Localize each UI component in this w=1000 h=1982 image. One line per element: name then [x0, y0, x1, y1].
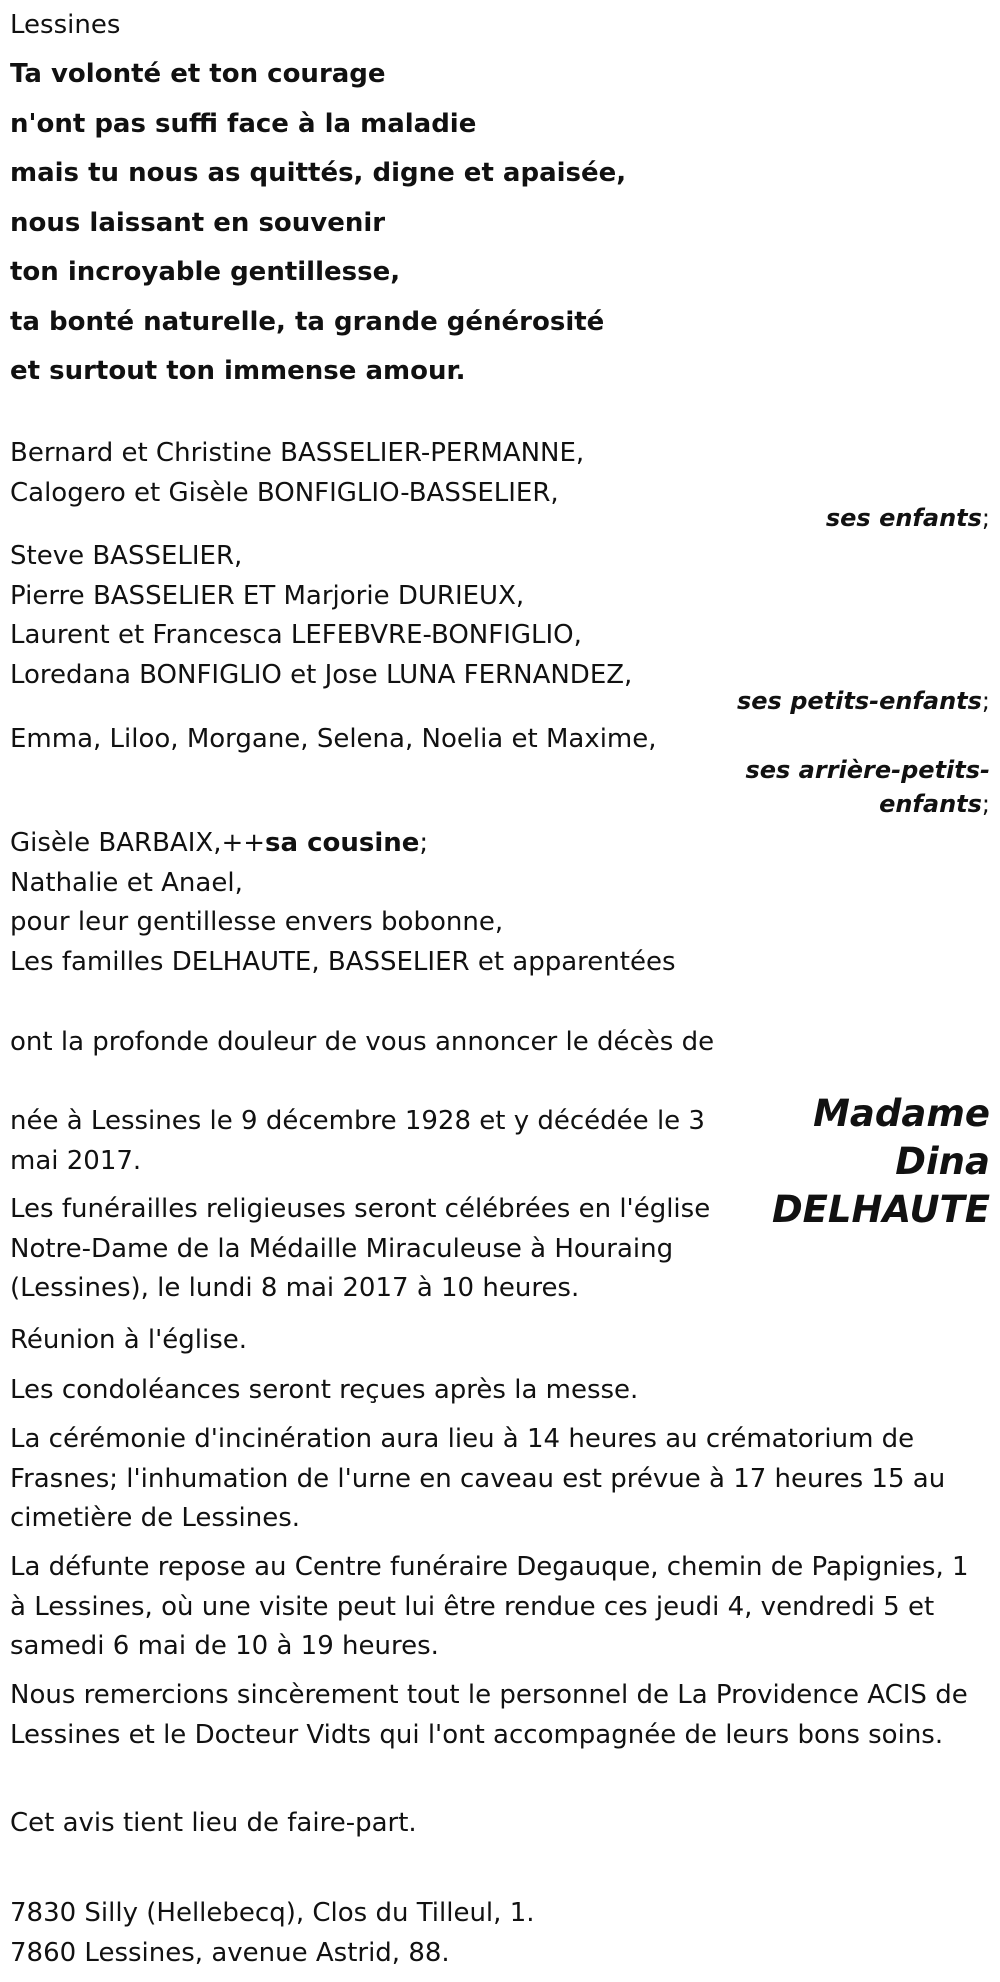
verse-line: ton incroyable gentillesse,	[10, 257, 401, 287]
cousin-line: Gisèle BARBAIX,++sa cousine;	[10, 828, 429, 858]
thanks-info: Nous remercions sincèrement tout le personnel de La Providence ACIS de Lessines et le Docteur Vidts qui l'ont accompagnée de leurs bons soins.	[10, 1680, 968, 1750]
funeral-info: Les funérailles religieuses seront célébrées en l'église Notre-Dame de la Médaille Miraculeuse à Houraing (Lessines), le lundi 8 mai 2017 à 10 heures.	[10, 1194, 711, 1303]
verse-line: Ta volonté et ton courage	[10, 59, 386, 89]
verse-line: ta bonté naturelle, ta grande générosité	[10, 306, 605, 337]
verse-line: mais tu nous as quittés, digne et apaisée,	[10, 158, 627, 188]
children-list	[10, 434, 584, 513]
family-name: Pierre BASSELIER ET Marjorie DURIEUX,	[10, 580, 525, 611]
town-name: Lessines	[10, 10, 121, 40]
children-role: ses enfants;	[825, 504, 990, 532]
birth-death-info: née à Lessines le 9 décembre 1928 et y décédée le 3 mai 2017.	[10, 1106, 705, 1176]
grandchildren-list	[10, 537, 632, 695]
meeting-info: Réunion à l'église.	[10, 1325, 248, 1355]
family-name: Calogero et Gisèle BONFIGLIO-BASSELIER,	[10, 477, 559, 508]
verse-line: n'ont pas suffi face à la maladie	[10, 108, 477, 139]
announcement: ont la profonde douleur de vous annoncer le décès de	[10, 1027, 715, 1057]
family-name: Loredana BONFIGLIO et Jose LUNA FERNANDEZ,	[10, 659, 633, 690]
great-grandchildren-role: ses arrière-petits- enfants;	[745, 756, 990, 818]
family-name: Laurent et Francesca LEFEBVRE-BONFIGLIO,	[10, 620, 582, 650]
deceased-name: Madame Dina DELHAUTE	[771, 1092, 990, 1231]
relative-line: pour leur gentillesse envers bobonne,	[10, 907, 504, 937]
verse	[10, 50, 626, 397]
grandchildren-role: ses petits-enfants;	[736, 687, 990, 715]
notice-info: Cet avis tient lieu de faire-part.	[10, 1808, 417, 1838]
condolences-info: Les condoléances seront reçues après la messe.	[10, 1375, 639, 1405]
verse-line: nous laissant en souvenir	[10, 207, 386, 238]
family-name: Steve BASSELIER,	[10, 541, 243, 571]
repose-info: La défunte repose au Centre funéraire Degauque, chemin de Papignies, 1 à Lessines, où une visite peut lui être rendue ces jeudi 4, vendredi 5 et samedi 6 mai de 10 à 19 heures.	[10, 1552, 969, 1661]
great-grandchildren-list	[10, 720, 657, 760]
family-name: Emma, Liloo, Morgane, Selena, Noelia et Maxime,	[10, 724, 657, 754]
relative-line: Nathalie et Anael,	[10, 867, 243, 898]
other-relatives	[10, 824, 676, 982]
verse-line: et surtout ton immense amour.	[10, 356, 466, 386]
relative-line: Les familles DELHAUTE, BASSELIER et apparentées	[10, 946, 676, 977]
cremation-info: La cérémonie d'incinération aura lieu à 14 heures au crématorium de Frasnes; l'inhumation de l'urne en caveau est prévue à 17 heures 15 au cimetière de Lessines.	[10, 1424, 946, 1533]
address-line: 7830 Silly (Hellebecq), Clos du Tilleul, 1.	[10, 1898, 535, 1928]
family-name: Bernard et Christine BASSELIER-PERMANNE,	[10, 438, 585, 468]
addresses	[10, 1894, 535, 1973]
address-line: 7860 Lessines, avenue Astrid, 88.	[10, 1937, 450, 1968]
